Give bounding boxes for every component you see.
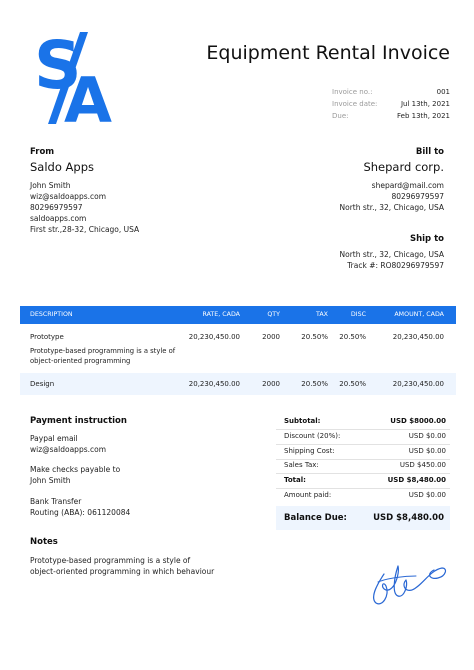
col-description: DESCRIPTION [30, 311, 73, 318]
from-company-name: Saldo Apps [30, 160, 94, 174]
summary-divider [276, 459, 450, 460]
meta-invoice-date [332, 100, 450, 112]
row-disc: 20.50% [339, 380, 366, 388]
payment-checks-payee: John Smith [30, 476, 71, 485]
meta-value: Feb 13th, 2021 [397, 112, 450, 120]
bill-to-heading: Bill to [415, 147, 444, 157]
meta-due-date [332, 112, 450, 124]
payment-heading: Payment instruction [30, 416, 127, 426]
col-qty: QTY [267, 311, 280, 318]
row-disc: 20.50% [339, 333, 366, 341]
balance-due-box [276, 506, 450, 530]
summary-label: Shipping Cost: [284, 447, 335, 455]
row-description: Prototype [30, 333, 64, 341]
notes-heading: Notes [30, 537, 58, 547]
summary-value: USD $8,480.00 [387, 476, 446, 484]
bill-to-address: North str., 32, Chicago, USA [339, 203, 444, 212]
ship-to-heading: Ship to [409, 234, 444, 244]
summary-label: Discount (20%): [284, 432, 341, 440]
summary-value: USD $8000.00 [390, 417, 446, 425]
summary-value: USD $0.00 [408, 432, 446, 440]
items-table-header [20, 306, 456, 324]
col-tax: TAX [316, 311, 328, 318]
svg-text:A: A [64, 64, 112, 126]
payment-checks-label: Make checks payable to [30, 465, 121, 474]
col-rate: RATE, CADA [202, 311, 240, 318]
row-note-line: object-oriented programming [30, 357, 131, 365]
col-amount: AMOUNT, CADA [394, 311, 444, 318]
notes-line: Prototype-based programming is a style of [30, 556, 191, 565]
row-amount: 20,230,450.00 [392, 333, 444, 341]
from-email: wiz@saldoapps.com [30, 192, 107, 201]
row-tax: 20.50% [301, 333, 328, 341]
bill-to-phone: 80296979597 [391, 192, 444, 201]
summary-value: USD $0.00 [408, 491, 446, 499]
row-rate: 20,230,450.00 [188, 333, 240, 341]
col-disc: DISC [350, 311, 366, 318]
from-contact-name: John Smith [30, 181, 71, 190]
summary-divider [276, 444, 450, 445]
ship-to-tracking: Track #: RO80296979597 [347, 261, 444, 270]
meta-value: Jul 13th, 2021 [400, 100, 450, 108]
summary-divider [276, 488, 450, 489]
payment-routing: Routing (ABA): 061120084 [30, 508, 131, 517]
summary-label: Subtotal: [284, 417, 321, 425]
meta-label: Invoice date: [332, 100, 378, 108]
bill-to-email: shepard@mail.com [371, 181, 444, 190]
row-description: Design [30, 380, 55, 388]
row-qty: 2000 [262, 380, 280, 388]
notes-line: object-oriented programming in which behaviour [30, 567, 215, 576]
summary-value: USD $450.00 [399, 461, 446, 469]
meta-label: Invoice no.: [332, 88, 373, 96]
meta-value: 001 [436, 88, 450, 96]
meta-label: Due: [332, 112, 349, 120]
summary-divider [276, 429, 450, 430]
summary-label: Total: [284, 476, 306, 484]
payment-paypal-email: wiz@saldoapps.com [30, 445, 107, 454]
company-logo [30, 30, 122, 126]
from-address: First str.,28-32, Chicago, USA [30, 225, 140, 234]
summary-label: Sales Tax: [284, 461, 319, 469]
table-row [20, 373, 456, 395]
from-phone: 80296979597 [30, 203, 83, 212]
invoice-title: Equipment Rental Invoice [206, 42, 450, 64]
from-website: saldoapps.com [30, 214, 87, 223]
row-qty: 2000 [262, 333, 280, 341]
row-amount: 20,230,450.00 [392, 380, 444, 388]
summary-amount-paid [284, 491, 446, 505]
svg-text:S: S [34, 30, 82, 104]
row-note-line: Prototype-based programming is a style of [30, 347, 176, 355]
balance-due-label: Balance Due: [284, 513, 347, 523]
balance-due-value: USD $8,480.00 [373, 513, 444, 523]
bill-to-company-name: Shepard corp. [363, 160, 444, 174]
ship-to-address: North str., 32, Chicago, USA [339, 250, 444, 259]
from-heading: From [30, 147, 55, 157]
payment-paypal-label: Paypal email [30, 434, 78, 443]
table-row [20, 324, 456, 373]
row-tax: 20.50% [301, 380, 328, 388]
row-rate: 20,230,450.00 [188, 380, 240, 388]
signature [364, 556, 454, 612]
summary-value: USD $0.00 [408, 447, 446, 455]
meta-invoice-no [332, 88, 450, 100]
payment-bank-label: Bank Transfer [30, 497, 82, 506]
summary-label: Amount paid: [284, 491, 332, 499]
summary-divider [276, 473, 450, 474]
